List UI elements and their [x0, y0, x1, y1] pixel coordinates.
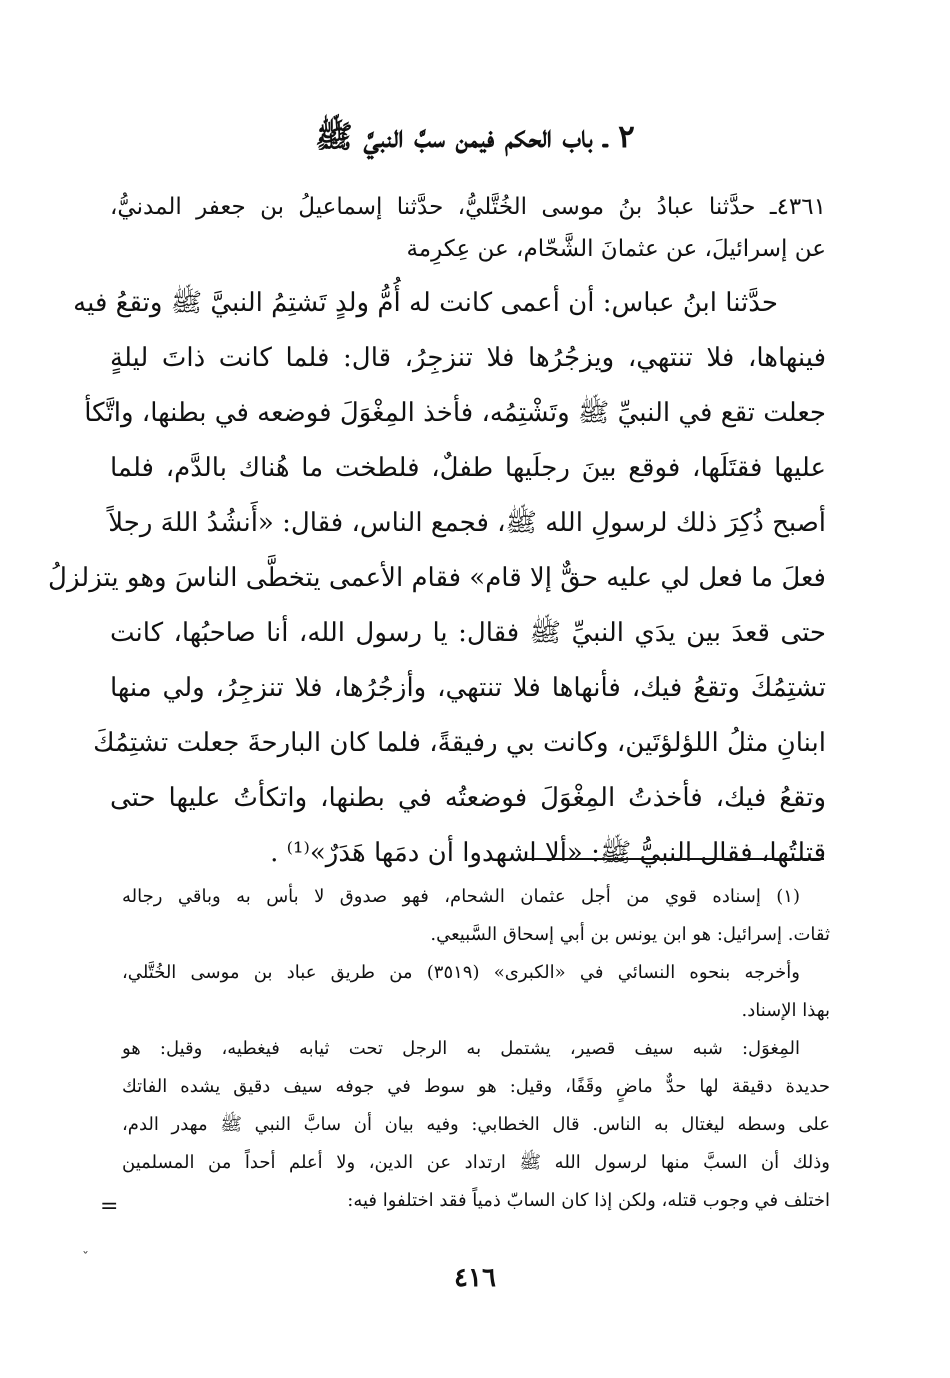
- matn-line: حدَّثنا ابنُ عباس: أن أعمى كانت له أُمُّ ولدٍ تَشتِمُ النبيَّ ﷺ وتقعُ فيه: [73, 288, 778, 318]
- hadith-block: [48, 186, 826, 881]
- corner-mark: ˇ: [82, 1250, 89, 1266]
- isnad-line: عن إسرائيلَ، عن عثمانَ الشَّحّام، عن عِكرِمة: [406, 236, 826, 262]
- matn-line: حتى قعدَ بين يدَي النبيِّ ﷺ فقال: يا رسول الله، أنا صاحبُها، كانت: [110, 618, 826, 648]
- footnote-line: حديدة دقيقة لها حدٌّ ماضٍ وقَفًا، وقيل: هو سوط في جوفه سيف دقيق يشده الفاتك: [122, 1076, 830, 1097]
- footnote-line: المِغوَل: شبه سيف قصير، يشتمل به الرجل تحت ثيابه فيغطيه، وقيل: هو: [122, 1038, 800, 1059]
- matn-line: جعلت تقع في النبيِّ ﷺ وتَشْتِمُه، فأخذ المِغْوَلَ فوضعه في بطنها، واتَّكأ: [84, 398, 826, 428]
- matn-line: فعلَ ما فعل لي عليه حقٌّ إلا قام» فقام الأعمى يتخطَّى الناسَ وهو يتزلزلُ: [48, 563, 826, 593]
- page-number: ٤١٦: [454, 1263, 496, 1293]
- footnote-separator: [526, 858, 824, 860]
- isnad-line: ٤٣٦١ـ حدَّثنا عبادُ بنُ موسى الخُتَّليُّ، حدَّثنا إسماعيلُ بن جعفر المدنيُّ،: [110, 194, 826, 220]
- footnote-line: بهذا الإسناد.: [741, 1000, 830, 1021]
- matn-line: وتقعُ فيك، فأخذتُ المِغْوَلَ فوضعتُه في بطنها، واتكأتُ عليها حتى: [110, 783, 826, 813]
- footnote-continue-mark: =: [100, 1194, 119, 1219]
- matn-line: ابنانِ مثلُ اللؤلؤتَين، وكانت بي رفيقةً، فلما كان البارحةَ جعلت تشتِمُكَ: [93, 728, 826, 758]
- footnotes-block: [122, 878, 830, 1220]
- matn-line: تشتِمُكَ وتقعُ فيك، فأنهاها فلا تنتهي، وأزجُرُها، فلا تنزجِرُ، ولي منها: [110, 673, 826, 703]
- footnote-line: ثقات. إسرائيل: هو ابن يونس بن أبي إسحاق السَّبيعي.: [430, 924, 830, 945]
- matn-line: أصبح ذُكِرَ ذلك لرسولِ الله ﷺ، فجمع الناس، فقال: «أَنشُدُ اللهَ رجلاً: [108, 508, 826, 538]
- footnote-line: (١) إسناده قوي من أجل عثمان الشحام، فهو صدوق لا بأس به وباقي رجاله: [122, 886, 800, 907]
- footnote-line: اختلف في وجوب قتله، ولكن إذا كان السابّ ذمياً فقد اختلفوا فيه:: [347, 1190, 830, 1211]
- chapter-title: ٢ ـ باب الحكم فيمن سبَّ النبيَّ ﷺ: [315, 119, 635, 155]
- matn-line: عليها فقتَلَها، فوقع بينَ رجلَيها طفلٌ، فلطخت ما هُناك بالدَّم، فلما: [110, 453, 826, 483]
- footnote-line: على وسطه ليغتال به الناس. قال الخطابي: وفيه بيان أن سابَّ النبي ﷺ مهدر الدم،: [122, 1114, 830, 1135]
- footnote-line: وأخرجه بنحوه النسائي في «الكبرى» (٣٥١٩) من طريق عباد بن موسى الخُتَّلي،: [122, 962, 800, 983]
- matn-line: فينهاها، فلا تنتهي، ويزجُرُها فلا تنزجِرُ، قال: فلما كانت ذاتَ ليلةٍ: [110, 343, 826, 373]
- footnote-line: وذلك أن السبَّ منها لرسول الله ﷺ ارتداد عن الدين، ولا أعلم أحداً من المسلمين: [122, 1152, 830, 1173]
- matn-line: قتلتُها، فقال النبيُّ ﷺ: «ألا اشهدوا أن دمَها هَدَرٌ»⁽¹⁾ .: [270, 838, 826, 868]
